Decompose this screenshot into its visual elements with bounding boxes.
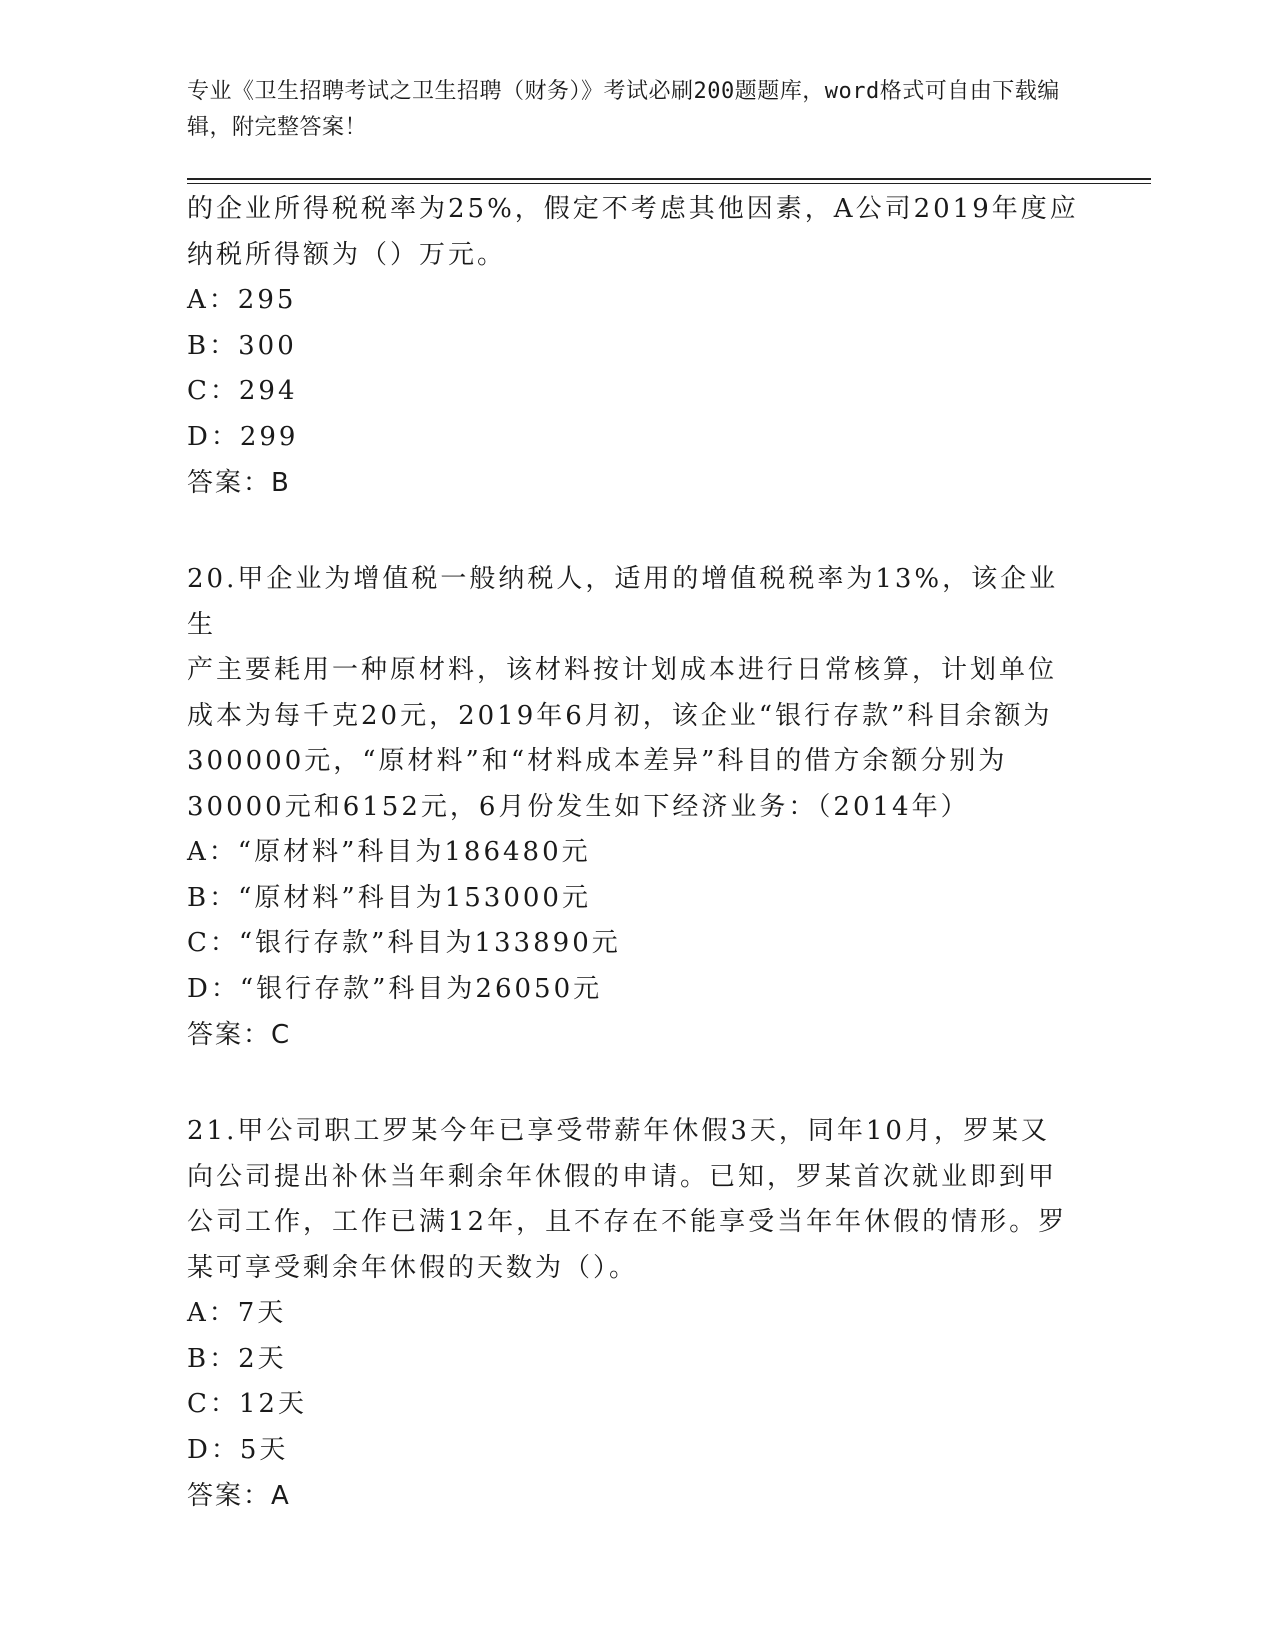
question-text-line: 20.甲企业为增值税一般纳税人，适用的增值税税率为13%，该企业生	[187, 564, 1059, 640]
question-text-line: 成本为每千克20元，2019年6月初，该企业“银行存款”科目余额为	[187, 700, 1053, 731]
option-c: C：12天	[187, 1389, 307, 1419]
question-text-line: 21.甲公司职工罗某今年已享受带薪年休假3天，同年10月，罗某又	[187, 1116, 1050, 1146]
option-c: C：294	[187, 376, 298, 406]
spacer	[187, 506, 1087, 557]
answer-line: 答案：A	[187, 1481, 291, 1511]
question-text-line: 30000元和6152元，6月份发生如下经济业务：（2014年）	[187, 791, 970, 822]
option-b: B：300	[187, 330, 297, 361]
option-d: D：299	[187, 421, 299, 452]
question-text-line: 产主要耗用一种原材料，该材料按计划成本进行日常核算，计划单位	[187, 655, 1058, 685]
question-text-line: 300000元，“原材料”和“材料成本差异”科目的借方余额分别为	[187, 746, 1008, 776]
option-d: D：5天	[187, 1434, 289, 1465]
option-b: B：2天	[187, 1343, 287, 1374]
spacer	[187, 1058, 1087, 1109]
option-a: A：“原材料”科目为186480元	[187, 837, 591, 867]
header-divider-thick	[187, 178, 1151, 180]
question-text-line: 的企业所得税税率为25%，假定不考虑其他因素，A公司2019年度应	[187, 194, 1079, 224]
header-divider-thin	[187, 183, 1151, 184]
question-list	[187, 187, 1087, 1519]
question-text-line: 纳税所得额为（）万元。	[187, 239, 507, 270]
option-a: A：295	[187, 285, 297, 315]
document-header: 专业《卫生招聘考试之卫生招聘（财务）》考试必刷200题题库，word格式可自由下载编辑，附完整答案！	[187, 79, 1060, 140]
question-block	[187, 557, 1087, 1058]
option-c: C：“银行存款”科目为133890元	[187, 928, 621, 958]
question-text-line: 某可享受剩余年休假的天数为（）。	[187, 1252, 639, 1283]
option-a: A：7天	[187, 1298, 287, 1328]
answer-line: 答案：B	[187, 468, 291, 498]
answer-line: 答案：C	[187, 1020, 292, 1050]
question-text-line: 向公司提出补休当年剩余年休假的申请。已知，罗某首次就业即到甲	[187, 1161, 1058, 1192]
question-text-line: 公司工作，工作已满12年，且不存在不能享受当年年休假的情形。罗	[187, 1207, 1068, 1237]
option-d: D：“银行存款”科目为26050元	[187, 973, 603, 1004]
question-block	[187, 1109, 1087, 1519]
option-b: B：“原材料”科目为153000元	[187, 882, 591, 913]
question-block	[187, 187, 1087, 506]
